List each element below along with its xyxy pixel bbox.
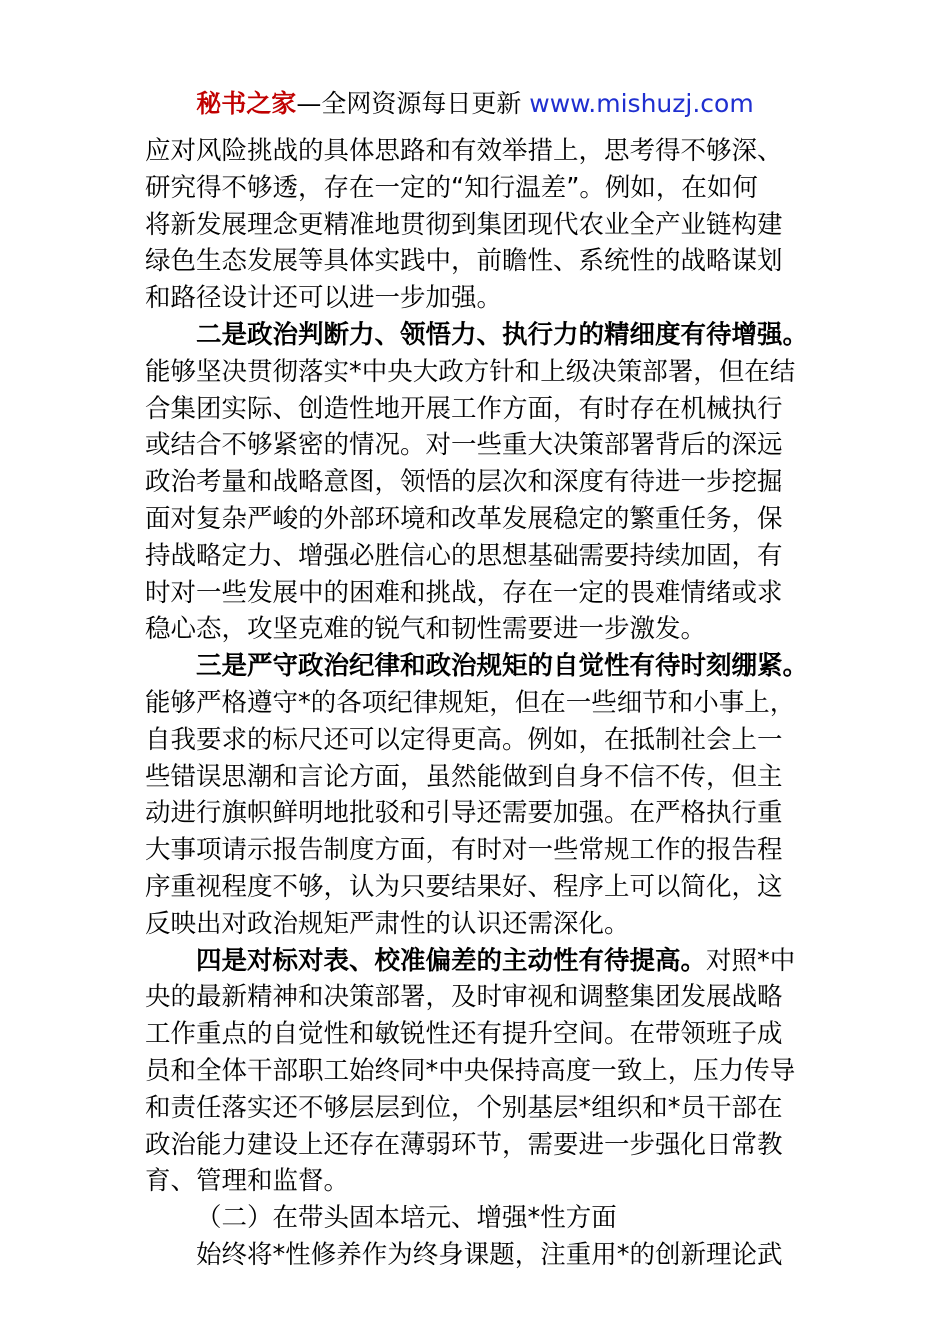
text-line [145, 759, 813, 796]
line-text: 反映出对政治规矩严肃性的认识还需深化。 [145, 908, 630, 939]
line-text: 时对一些发展中的困难和挑战，存在一定的畏难情绪或求 [145, 577, 783, 608]
line-text: 政治能力建设上还存在薄弱环节，需要进一步强化日常教 [145, 1129, 783, 1160]
line-text: 大事项请示报告制度方面，有时对一些常规工作的报告程 [145, 835, 783, 866]
text-line [145, 575, 813, 612]
text-line [145, 1127, 813, 1164]
text-line [145, 1053, 813, 1090]
line-text: 序重视程度不够，认为只要结果好、程序上可以简化，这 [145, 871, 783, 902]
text-line [145, 1163, 813, 1200]
text-line [145, 869, 813, 906]
line-text: 或结合不够紧密的情况。对一些重大决策部署背后的深远 [145, 430, 783, 461]
line-text: 和责任落实还不够层层到位，个别基层*组织和*员干部在 [145, 1092, 783, 1123]
text-line [145, 133, 813, 170]
text-line [145, 280, 813, 317]
bold-heading-text: 二是政治判断力、领悟力、执行力的精细度有待增强。 [196, 319, 809, 350]
text-line [145, 538, 813, 575]
text-line [145, 391, 813, 428]
header-tagline: —全网资源每日更新 [296, 89, 530, 118]
line-text: 政治考量和战略意图，领悟的层次和深度有待进一步挖掘 [145, 467, 783, 498]
text-line [145, 648, 813, 685]
line-text: 合集团实际、创造性地开展工作方面，有时存在机械执行 [145, 393, 783, 424]
line-text: 能够坚决贯彻落实*中央大政方针和上级决策部署，但在结 [145, 356, 796, 387]
text-line [145, 1200, 813, 1237]
text-line [145, 1016, 813, 1053]
text-line [145, 943, 813, 980]
text-line [145, 354, 813, 391]
line-text: 自我要求的标尺还可以定得更高。例如，在抵制社会上一 [145, 724, 783, 755]
line-text: 育、管理和监督。 [145, 1166, 350, 1197]
text-line [145, 722, 813, 759]
line-text: 对照*中 [706, 945, 796, 976]
text-line [145, 906, 813, 943]
text-line [145, 979, 813, 1016]
line-text: 持战略定力、增强必胜信心的思想基础需要持续加固，有 [145, 540, 783, 571]
line-text: 始终将*性修养作为终身课题，注重用*的创新理论武 [196, 1239, 783, 1270]
text-line [145, 243, 813, 280]
text-line [145, 464, 813, 501]
line-text: 研究得不够透，存在一定的“知行温差”。例如，在如何 [145, 172, 758, 203]
line-text: 应对风险挑战的具体思路和有效举措上，思考得不够深、 [145, 136, 783, 166]
bold-heading-text: 四是对标对表、校准偏差的主动性有待提高。 [196, 945, 707, 976]
text-line [145, 685, 813, 722]
line-text: 稳心态，攻坚克难的锐气和韧性需要进一步激发。 [145, 614, 707, 645]
line-text: 能够严格遵守*的各项纪律规矩，但在一些细节和小事上， [145, 687, 796, 718]
text-line [145, 1237, 813, 1274]
line-text: 和路径设计还可以进一步加强。 [145, 283, 503, 314]
line-text: （二）在带头固本培元、增强*性方面 [196, 1203, 617, 1234]
line-text: 将新发展理念更精准地贯彻到集团现代农业全产业链构建 [145, 209, 783, 240]
text-line [145, 170, 813, 207]
bold-heading-text: 三是严守政治纪律和政治规矩的自觉性有待时刻绷紧。 [196, 651, 809, 682]
text-line [145, 1090, 813, 1127]
text-line [145, 207, 813, 244]
line-text: 工作重点的自觉性和敏锐性还有提升空间。在带领班子成 [145, 1019, 783, 1050]
text-line [145, 611, 813, 648]
line-text: 动进行旗帜鲜明地批驳和引导还需要加强。在严格执行重 [145, 798, 783, 829]
line-text: 面对复杂严峻的外部环境和改革发展稳定的繁重任务，保 [145, 503, 783, 534]
line-text: 央的最新精神和决策部署，及时审视和调整集团发展战略 [145, 982, 783, 1013]
line-text: 些错误思潮和言论方面，虽然能做到自身不信不传，但主 [145, 761, 783, 792]
text-line [145, 832, 813, 869]
text-line [145, 795, 813, 832]
text-line [145, 501, 813, 538]
text-line [145, 427, 813, 464]
text-line [145, 317, 813, 354]
line-text: 员和全体干部职工始终同*中央保持高度一致上，压力传导 [145, 1055, 796, 1086]
document-body [145, 133, 813, 1274]
brand-name: 秘书之家 [196, 89, 297, 118]
page-header [0, 86, 950, 122]
line-text: 绿色生态发展等具体实践中，前瞻性、系统性的战略谋划 [145, 246, 783, 277]
site-url-link[interactable]: www.mishuzj.com [529, 89, 754, 118]
